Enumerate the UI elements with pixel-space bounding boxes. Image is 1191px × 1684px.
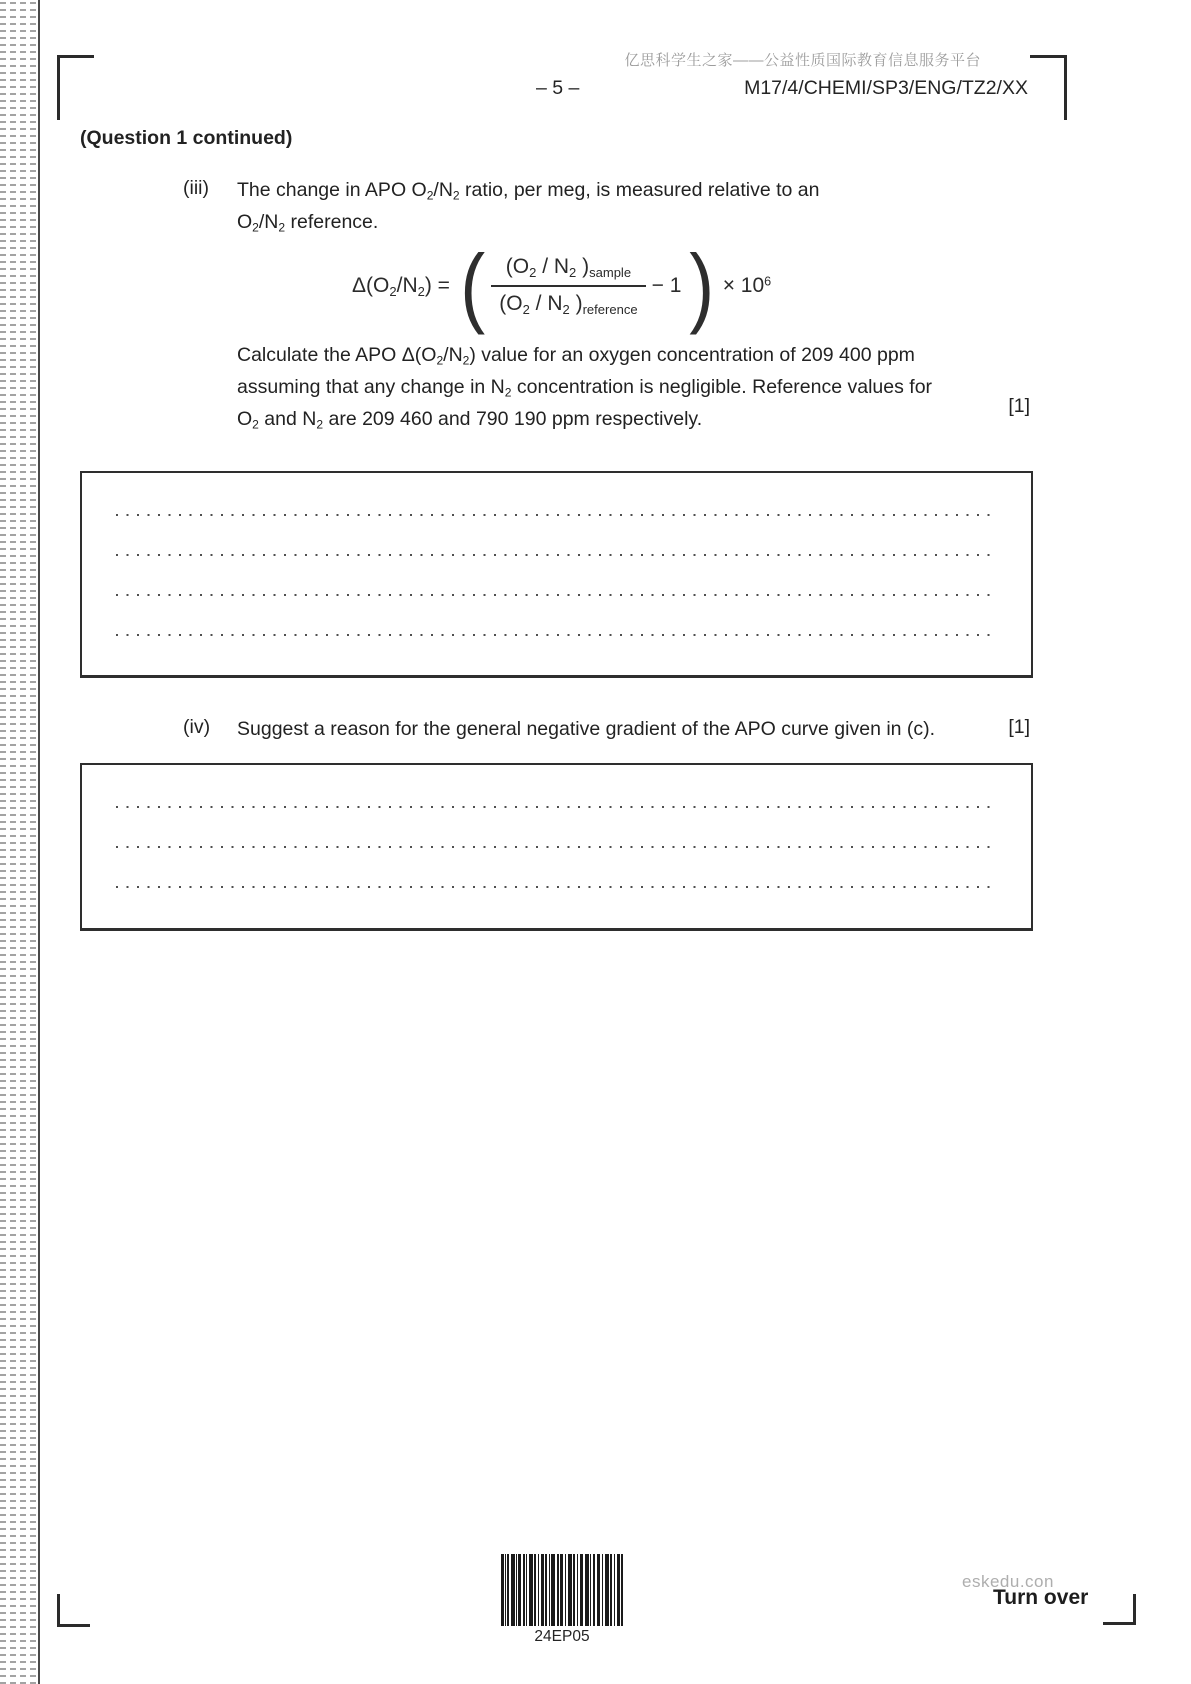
formula-open-paren: ( (460, 236, 486, 335)
crop-mark-top-right (1030, 55, 1067, 120)
formula-multiplier: × $10^6$ (722, 274, 772, 297)
formula-close-paren: ) (689, 236, 715, 335)
dotted-answer-line (116, 806, 997, 809)
dotted-answer-line (116, 554, 997, 557)
formula-denominator: ($O_2 / N_2$ )$_{reference}$ (491, 285, 645, 317)
question-continued-heading: (Question 1 continued) (80, 127, 293, 149)
part-iii-task-line3: $O_2$ and $N_2$ are 209 460 and 790 190 ppm respectively. (237, 408, 703, 432)
formula-minus-one: − 1 (651, 274, 682, 297)
page-number: – 5 – (536, 77, 580, 99)
answer-box-iii (80, 471, 1033, 678)
part-iii-task-line1: Calculate the APO $\Delta(O_2/N_2)$ value for an oxygen concentration of 209 400 ppm (237, 344, 915, 368)
barcode-label: 24EP05 (534, 1628, 590, 1645)
part-iii-intro-line1: The change in APO $O_2/N_2$ ratio, per meg, is measured relative to an (237, 179, 820, 203)
part-iv-prompt: Suggest a reason for the general negative gradient of the APO curve given in (c). (237, 718, 936, 740)
dotted-answer-line (116, 514, 997, 517)
part-iv-marks: [1] (1008, 716, 1030, 738)
part-iii-label: (iii) (183, 177, 209, 199)
part-iv-label: (iv) (183, 716, 211, 738)
formula-numerator: ($O_2 / N_2$ )$_{sample}$ (505, 255, 632, 280)
dotted-answer-line (116, 634, 997, 637)
part-iii-task (237, 342, 932, 438)
crop-mark-bottom-right (1103, 1594, 1136, 1625)
turn-over-label: Turn over (993, 1586, 1089, 1609)
dotted-answer-line (116, 846, 997, 849)
apo-delta-formula (352, 236, 772, 335)
crop-mark-top-left (57, 55, 94, 120)
formula-fraction (491, 255, 645, 317)
part-iii-task-line2: assuming that any change in $N_2$ concentration is negligible. Reference values for (237, 376, 933, 400)
crop-mark-bottom-left (57, 1594, 90, 1627)
site-watermark-footer: eskedu.con (962, 1572, 1054, 1591)
binding-texture-strip (0, 0, 40, 1684)
dotted-answer-line (116, 594, 997, 597)
formula-lhs: $\Delta(O_2/N_2)$ = (352, 273, 450, 299)
part-iii-marks: [1] (1008, 395, 1030, 417)
paper-code: M17/4/CHEMI/SP3/ENG/TZ2/XX (744, 77, 1028, 99)
dotted-answer-line (116, 886, 997, 889)
barcode-image (500, 1554, 624, 1626)
part-iii-intro (237, 177, 819, 241)
part-iii-intro-line2: $O_2/N_2$ reference. (237, 211, 379, 235)
answer-box-iv (80, 763, 1033, 931)
site-watermark-chinese: 亿思科学生之家——公益性质国际教育信息服务平台 (624, 52, 981, 69)
